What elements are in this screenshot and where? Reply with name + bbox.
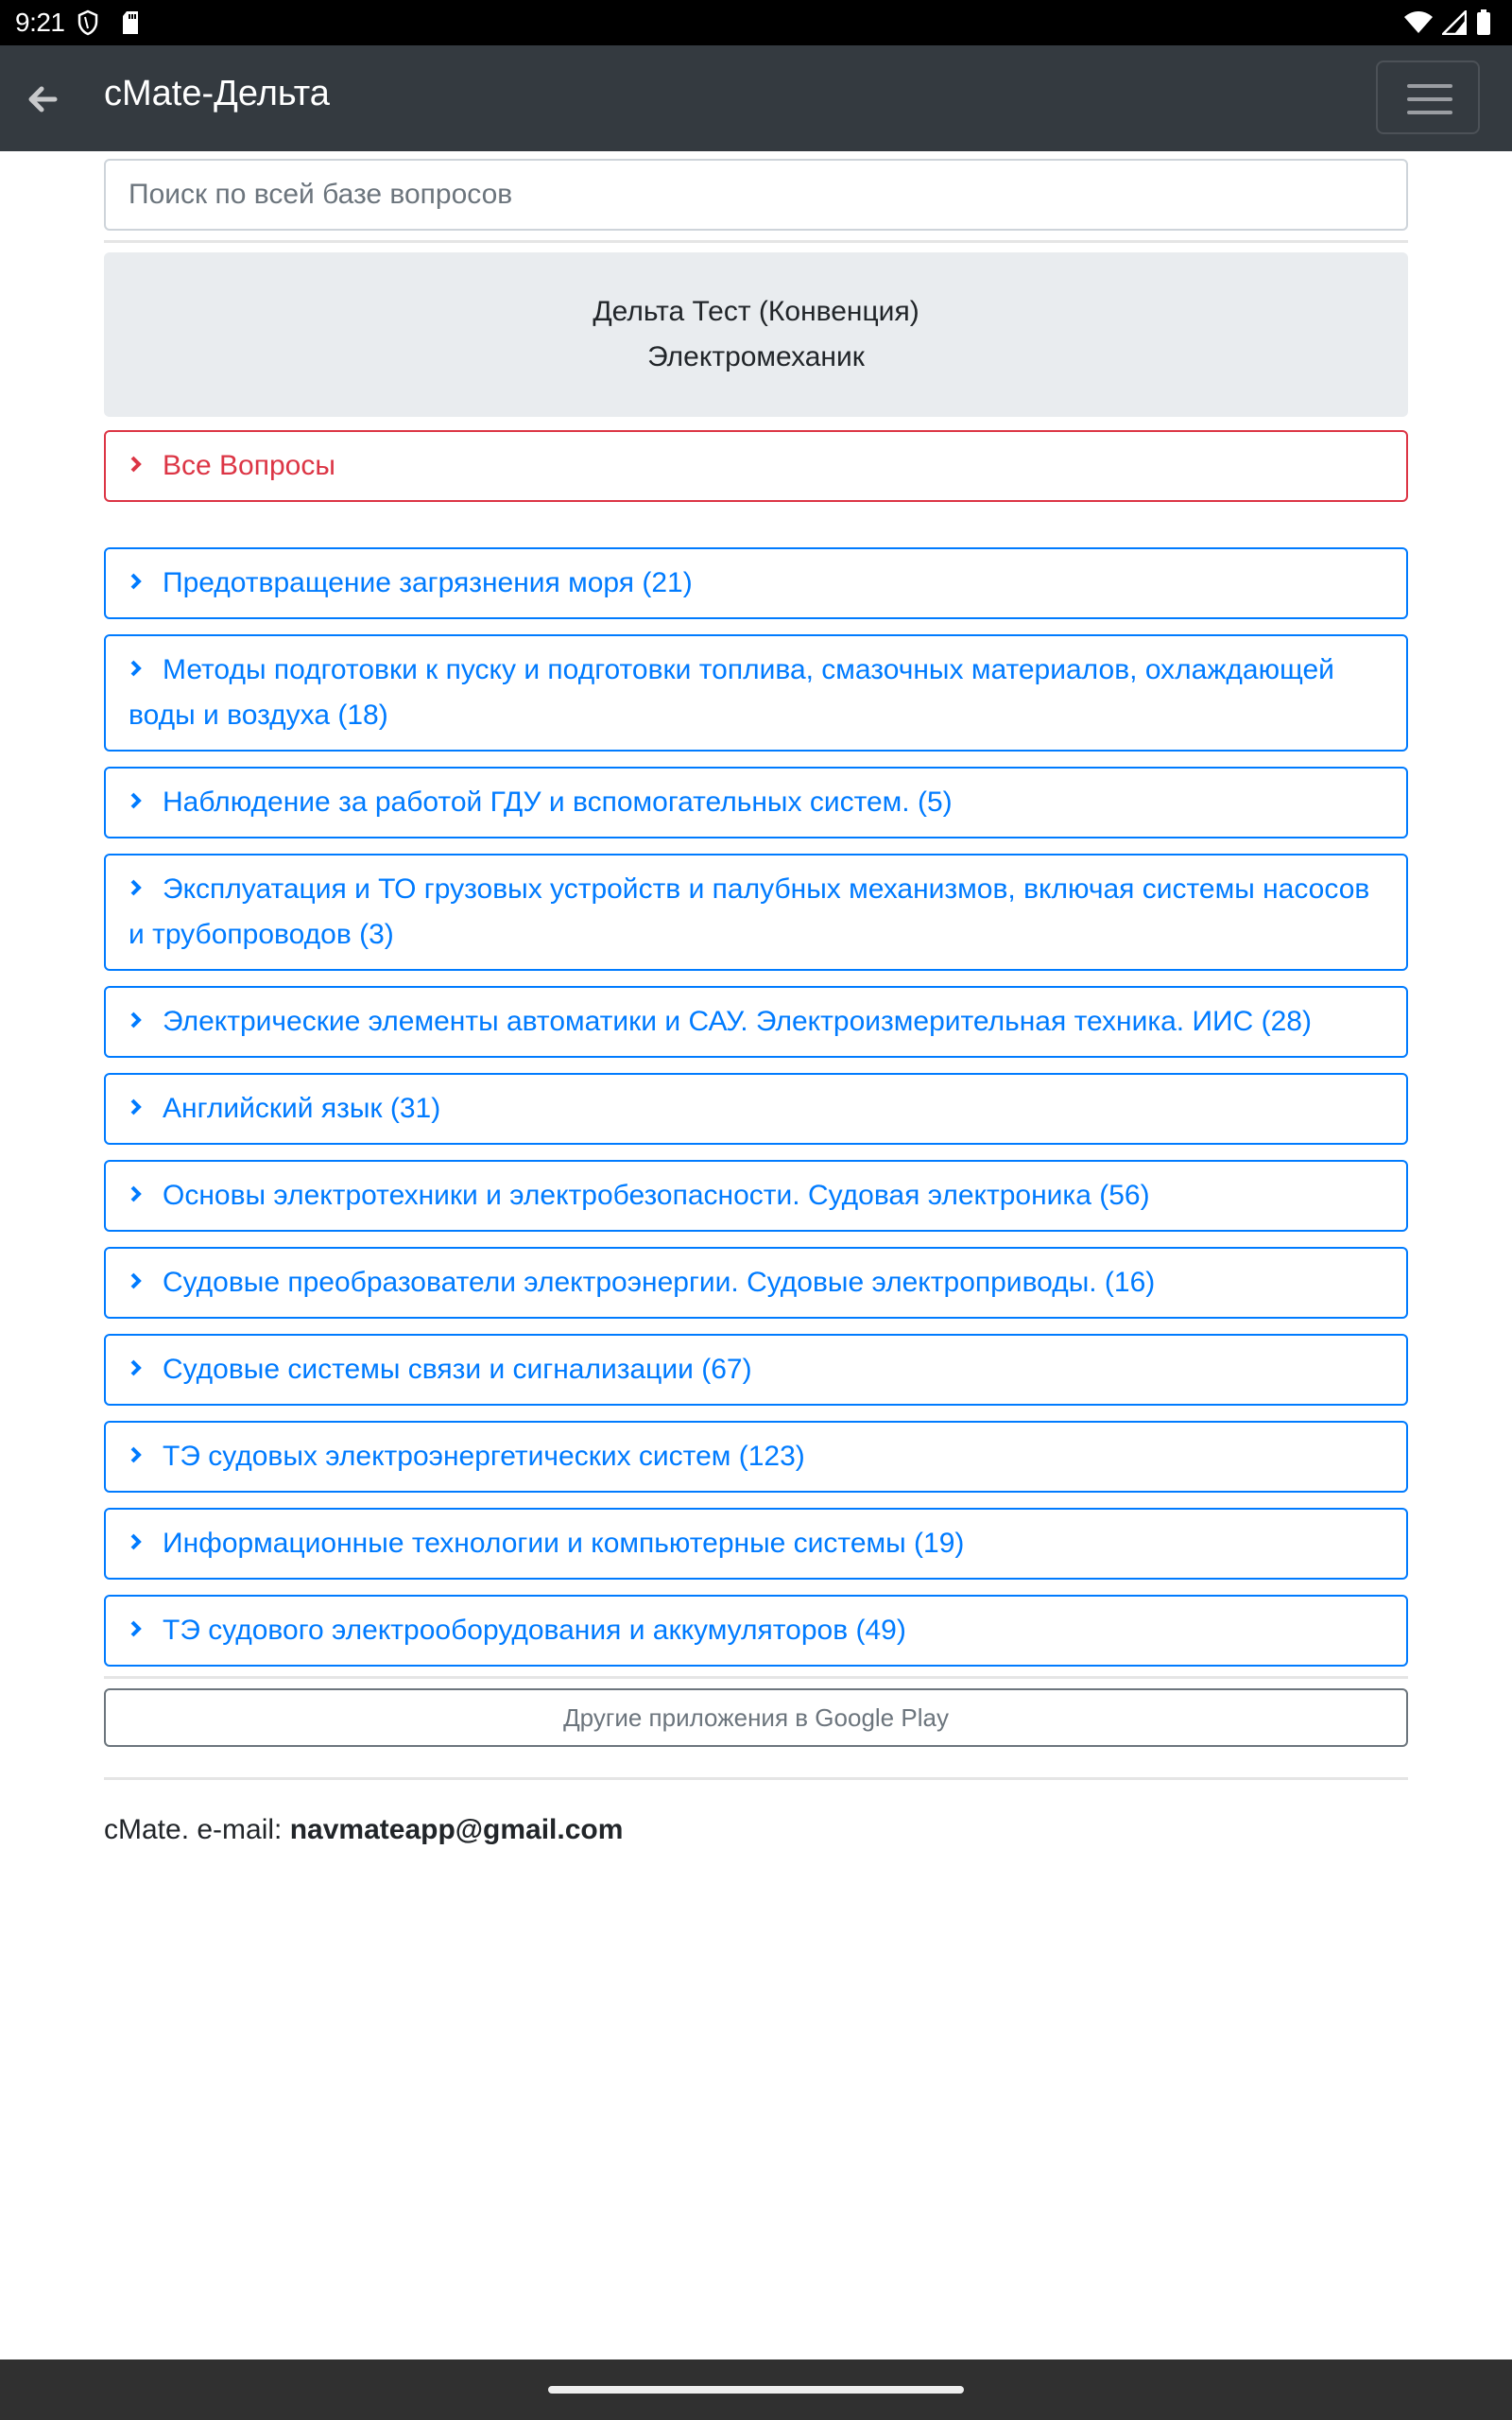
topic-item[interactable] bbox=[104, 1334, 1408, 1406]
footer-email[interactable]: navmateapp@gmail.com bbox=[289, 1814, 624, 1845]
divider bbox=[104, 240, 1408, 243]
topic-label: Судовые преобразователи электроэнергии. Судовые электроприводы. (16) bbox=[163, 1267, 1156, 1298]
topic-item[interactable] bbox=[104, 547, 1408, 619]
app-bar bbox=[0, 45, 1512, 151]
app-title: cMate-Дельта bbox=[104, 74, 330, 113]
chevron-right-icon bbox=[129, 648, 149, 693]
topic-item[interactable] bbox=[104, 854, 1408, 971]
search-input[interactable] bbox=[104, 159, 1408, 231]
main-content bbox=[104, 159, 1408, 1846]
back-button[interactable] bbox=[21, 78, 64, 121]
system-nav-bar bbox=[0, 2360, 1512, 2420]
topic-label: Информационные технологии и компьютерные системы (19) bbox=[163, 1528, 965, 1559]
shield-icon bbox=[77, 9, 98, 41]
chevron-right-icon bbox=[129, 1434, 149, 1479]
home-gesture-handle[interactable] bbox=[548, 2386, 964, 2394]
topic-item[interactable] bbox=[104, 986, 1408, 1058]
chevron-right-icon bbox=[129, 1086, 149, 1132]
footer bbox=[104, 1814, 1408, 1846]
topic-label: Наблюдение за работой ГДУ и вспомогательных систем. (5) bbox=[163, 786, 953, 818]
topic-item[interactable] bbox=[104, 1421, 1408, 1493]
topic-label: Судовые системы связи и сигнализации (67) bbox=[163, 1354, 752, 1385]
arrow-left-icon bbox=[21, 109, 64, 125]
topic-label: ТЭ судовых электроэнергетических систем (123) bbox=[163, 1441, 805, 1472]
chevron-right-icon bbox=[129, 867, 149, 912]
topic-label: Эксплуатация и ТО грузовых устройств и палубных механизмов, включая системы насосов и трубопроводов (3) bbox=[129, 873, 1370, 950]
chevron-right-icon bbox=[129, 1608, 149, 1653]
all-questions-button[interactable] bbox=[104, 430, 1408, 502]
all-questions-label: Все Вопросы bbox=[163, 450, 335, 481]
test-name: Дельта Тест (Конвенция) bbox=[593, 296, 919, 327]
topic-item[interactable] bbox=[104, 1247, 1408, 1319]
footer-prefix: cMate. e-mail: bbox=[104, 1814, 290, 1845]
topic-label: Английский язык (31) bbox=[163, 1093, 441, 1124]
wifi-icon bbox=[1404, 11, 1433, 39]
google-play-button[interactable] bbox=[104, 1688, 1408, 1747]
topic-item[interactable] bbox=[104, 1595, 1408, 1667]
chevron-right-icon bbox=[129, 561, 149, 606]
chevron-right-icon bbox=[129, 999, 149, 1045]
topic-item[interactable] bbox=[104, 1508, 1408, 1580]
chevron-right-icon bbox=[129, 1260, 149, 1305]
divider bbox=[104, 1676, 1408, 1679]
cell-signal-icon bbox=[1442, 10, 1467, 40]
topic-list bbox=[104, 547, 1408, 1667]
topic-label: ТЭ судового электрооборудования и аккумуляторов (49) bbox=[163, 1615, 906, 1646]
topic-item[interactable] bbox=[104, 1073, 1408, 1145]
topic-label: Предотвращение загрязнения моря (21) bbox=[163, 567, 693, 598]
divider bbox=[104, 1777, 1408, 1780]
status-time: 9:21 bbox=[15, 8, 65, 37]
topic-label: Электрические элементы автоматики и САУ. Электроизмерительная техника. ИИС (28) bbox=[163, 1006, 1312, 1037]
chevron-right-icon bbox=[129, 780, 149, 825]
chevron-right-icon bbox=[129, 450, 149, 482]
test-role: Электромеханик bbox=[647, 341, 865, 372]
topic-item[interactable] bbox=[104, 1160, 1408, 1232]
chevron-right-icon bbox=[129, 1521, 149, 1566]
status-bar bbox=[0, 0, 1512, 45]
menu-button[interactable] bbox=[1376, 60, 1480, 134]
topic-item[interactable] bbox=[104, 634, 1408, 752]
google-play-label: Другие приложения в Google Play bbox=[563, 1703, 949, 1732]
test-header-card bbox=[104, 252, 1408, 417]
chevron-right-icon bbox=[129, 1347, 149, 1392]
topic-label: Основы электротехники и электробезопасности. Судовая электроника (56) bbox=[163, 1180, 1150, 1211]
battery-icon bbox=[1476, 9, 1491, 41]
chevron-right-icon bbox=[129, 1173, 149, 1219]
sd-card-icon bbox=[121, 10, 140, 40]
topic-item[interactable] bbox=[104, 767, 1408, 838]
topic-label: Методы подготовки к пуску и подготовки топлива, смазочных материалов, охлаждающей воды и воздуха (18) bbox=[129, 654, 1334, 731]
